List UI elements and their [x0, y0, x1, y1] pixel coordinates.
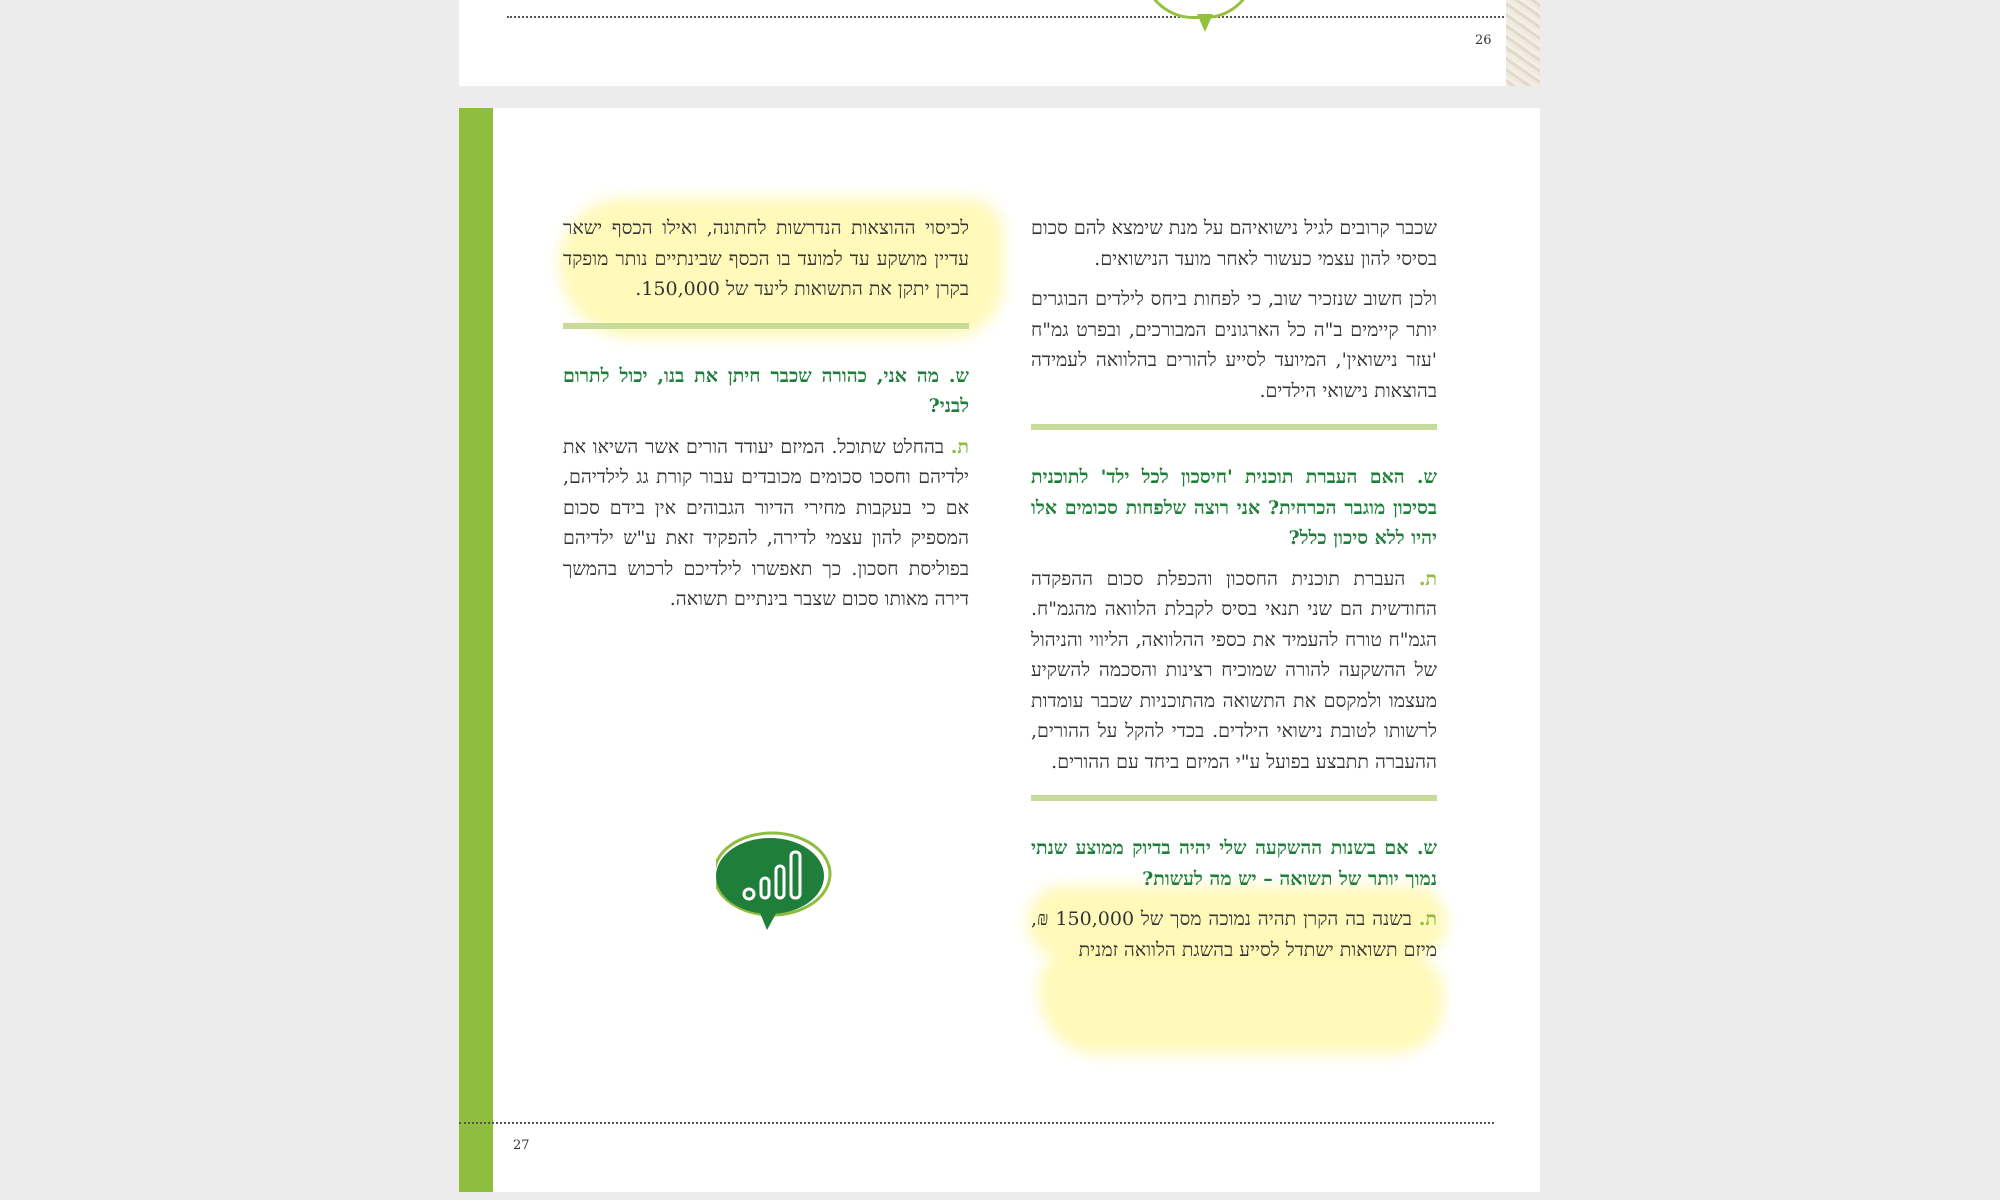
left-text-column: [563, 213, 969, 625]
section-separator: [1031, 795, 1437, 801]
page-number: 26: [1475, 33, 1492, 48]
answer-text: העברת תוכנית החסכון והכפלת סכום ההפקדה החודשית הם שני תנאי בסיס לקבלת הלוואה מהגמ"ח. הגמ"ח טורח להעמיד את כספי ההלוואה, הליווי והניהול של ההשקעה להורה שמוכיח רצינות והסכמה להשקיע מעצמו ולמקסם את התשואה מהתוכניות שכבר עומדות לרשותו לטובת נישואי הילדים. בכדי להקל על ההורים, ההעברה תתבצע בפועל ע"י המיזם ביחד עם ההורים.: [1031, 567, 1437, 773]
answer-paragraph: [563, 432, 969, 615]
section-separator: [563, 323, 969, 329]
body-paragraph: שכבר קרובים לגיל נישואיהם על מנת שימצא להם סכום בסיסי להון עצמי כעשור לאחר מועד הנישואים.: [1031, 217, 1437, 270]
page-number: 27: [513, 1138, 530, 1153]
answer-marker: ת.: [1418, 908, 1437, 930]
footer-dotted-rule: [459, 1122, 1494, 1124]
chat-bubble-signal-bars-icon: [716, 830, 846, 940]
answer-paragraph: [1031, 904, 1437, 965]
question-heading: ש. מה אני, כהורה שכבר חיתן את בנו, יכול לתרום לבני?: [563, 364, 969, 417]
previous-page: [459, 0, 1540, 86]
answer-text: בהחלט שתוכל. המיזם יעודד הורים אשר השיאו את ילדיהם וחסכו סכומים מכובדים עבור קורת גג לילדיהם, אם כי בעקבות מחירי הדיור הגבוהים אין בידם סכום המספיק להון עצמי לדירה, להפקיד זאת ע"ש ילדיהם בפוליסת חסכון. כך תאפשרו לילדיכם לרכוש בהמשך דירה מאותו סכום שצבר בינתיים תשואה.: [563, 435, 969, 610]
body-paragraph: לכיסוי ההוצאות הנדרשות לחתונה, ואילו הכסף ישאר עדיין מושקע עד למועד בו הכסף שבינתיים נותר מופקד בקרן יתקן את התשואות ליעד של 150,000.: [563, 217, 969, 300]
right-text-column: [1031, 213, 1437, 975]
body-paragraph: ולכן חשוב שנזכיר שוב, כי לפחות ביחס לילדים הבוגרים יותר קיימים ב"ה כל הארגונים המבורכים, ובפרט גמ"ח 'עזר נישואין', המיועד לסייע להורים בהלוואה לעמידה בהוצאות נישואי הילדים.: [1031, 288, 1437, 402]
speech-bubble-tail: [1197, 14, 1213, 32]
footer-dotted-rule: [507, 16, 1540, 18]
answer-marker: ת.: [1418, 567, 1438, 590]
document-page: [459, 108, 1540, 1192]
section-separator: [1031, 424, 1437, 430]
paper-texture-strip: [1506, 0, 1540, 86]
answer-paragraph: [1031, 564, 1437, 778]
green-margin-bar: [459, 108, 493, 1192]
answer-marker: ת.: [950, 435, 969, 458]
answer-text: בשנה בה הקרן תהיה נמוכה מסך של 150,000 ₪, מיזם תשואות ישתדל לסייע בהשגת הלוואה זמנית: [1031, 908, 1437, 961]
question-heading: ש. אם בשנות ההשקעה שלי יהיה בדיוק ממוצע שנתי נמוך יותר של תשואה – יש מה לעשות?: [1031, 837, 1437, 890]
question-heading: ש. האם העברת תוכנית 'חיסכון לכל ילד' לתוכנית בסיכון מוגבר הכרחית? אני רוצה שלפחות סכומים אלו יהיו ללא סיכון כלל?: [1031, 466, 1437, 549]
